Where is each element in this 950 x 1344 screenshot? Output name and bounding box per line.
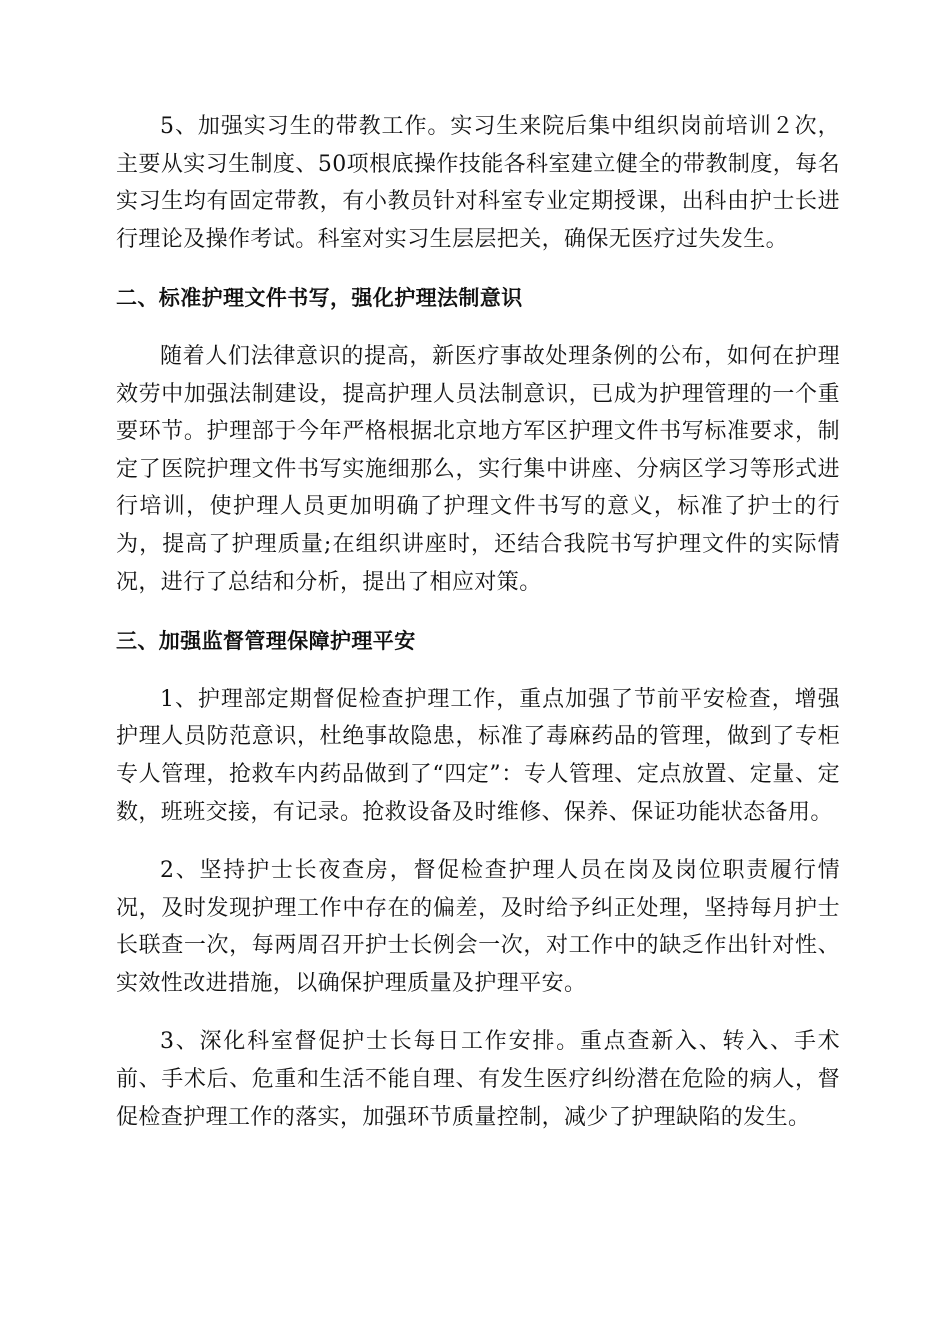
section-heading-3: 三、加强监督管理保障护理平安 — [116, 628, 416, 654]
paragraph-intern-training: 5、加强实习生的带教工作。实习生来院后集中组织岗前培训２次，主要从实习生制度、50项根底操作技能各科室建立健全的带教制度，每名实习生均有固定带教，有小教员针对科室专业定期授课，出科由护士长进行理论及操作考试。科室对实习生层层把关，确保无医疗过失发生。 — [116, 114, 840, 252]
paragraph-item-2: 2、坚持护士长夜查房，督促检查护理人员在岗及岗位职责履行情况，及时发现护理工作中存在的偏差，及时给予纠正处理，坚持每月护士长联查一次，每两周召开护士长例会一次，对工作中的缺乏作出针对性、实效性改进措施，以确保护理质量及护理平安。 — [116, 858, 840, 996]
document-page — [116, 108, 840, 1136]
paragraph-item-3: 3、深化科室督促护士长每日工作安排。重点查新入、转入、手术前、手术后、危重和生活不能自理、有发生医疗纠纷潜在危险的病人，督促检查护理工作的落实，加强环节质量控制，减少了护理缺陷的发生。 — [116, 1029, 840, 1130]
section-heading-2: 二、标准护理文件书写，强化护理法制意识 — [116, 285, 523, 311]
paragraph-item-1: 1、护理部定期督促检查护理工作，重点加强了节前平安检查，增强护理人员防范意识，杜绝事故隐患，标准了毒麻药品的管理，做到了专柜专人管理，抢救车内药品做到了“四定”：专人管理、定点放置、定量、定数，班班交接，有记录。抢救设备及时维修、保养、保证功能状态备用。 — [116, 686, 840, 825]
paragraph-legal-awareness: 随着人们法律意识的提高，新医疗事故处理条例的公布，如何在护理效劳中加强法制建设，提高护理人员法制意识，已成为护理管理的一个重要环节。护理部于今年严格根据北京地方军区护理文件书写标准要求，制定了医院护理文件书写实施细那么，实行集中讲座、分病区学习等形式进行培训，使护理人员更加明确了护理文件书写的意义，标准了护士的行为，提高了护理质量;在组织讲座时，还结合我院书写护理文件的实际情况，进行了总结和分析，提出了相应对策。 — [116, 343, 840, 595]
